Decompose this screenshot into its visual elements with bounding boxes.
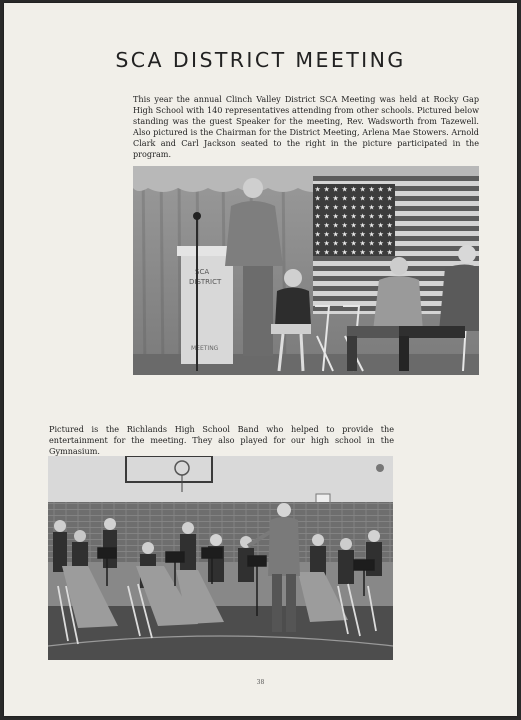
- podium-text-district: DISTRICT: [189, 278, 222, 286]
- podium-text-sca: SCA: [195, 268, 210, 276]
- band-photo: [48, 456, 393, 660]
- meeting-description: This year the annual Clinch Valley District SCA Meeting was held at Rocky Gap High School with 140 representatives attending from other schools. Pictured below standing was the guest Speaker for the meeting, Rev. Wadsworth from Tazewell. Also pictured is the Chairman for the District Meeting, Arlena Mae Stowers. Arnold Clark and Carl Jackson seated to the right in the picture participated in the program.: [133, 94, 479, 159]
- page-title: SCA DISTRICT MEETING: [115, 48, 406, 72]
- meeting-photo: [133, 166, 479, 375]
- page-number: 38: [256, 679, 265, 686]
- podium-text-meeting: MEETING: [191, 345, 219, 352]
- band-description: Pictured is the Richlands High School Band who helped to provide the entertainment for the meeting. They also played for our high school in the Gymnasium.: [49, 424, 394, 456]
